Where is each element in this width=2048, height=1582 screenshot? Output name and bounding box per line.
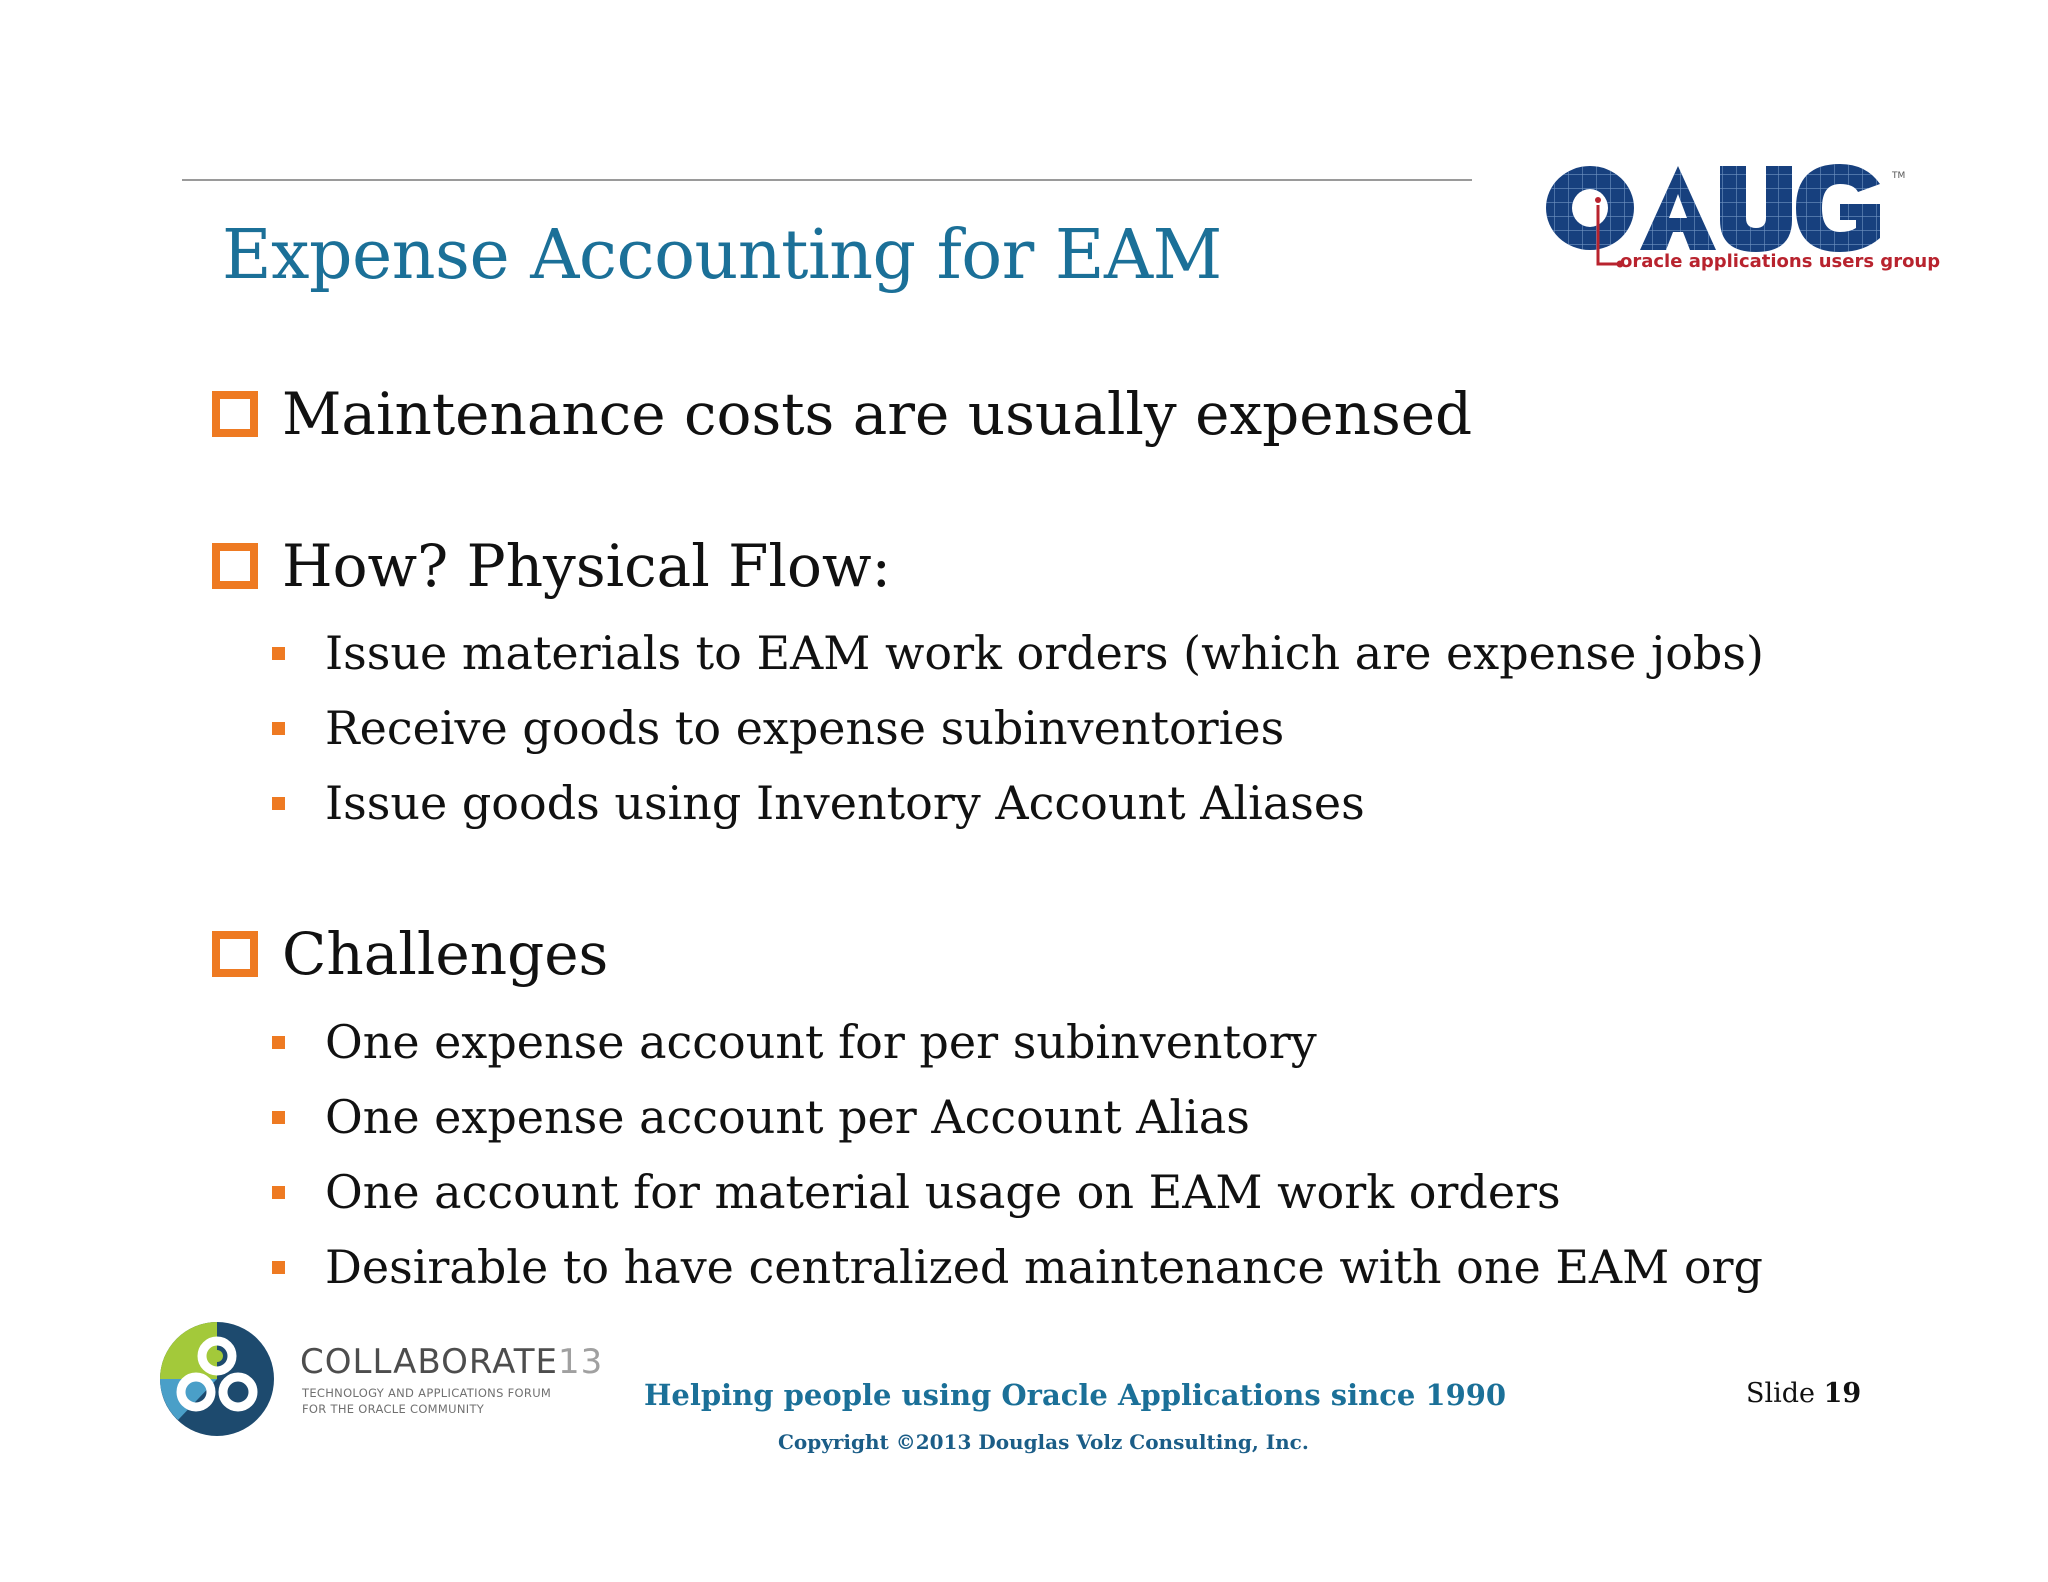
footer-copyright: Copyright ©2013 Douglas Volz Consulting, Inc.	[778, 1430, 1309, 1454]
square-bullet-icon	[272, 797, 285, 810]
sub-bullet-centralized-maintenance	[272, 1240, 1763, 1294]
sub-bullet-text: Issue goods using Inventory Account Aliases	[325, 776, 1365, 830]
bullet-text: How? Physical Flow:	[282, 532, 892, 600]
square-bullet-icon	[272, 1111, 285, 1124]
collaborate-clover-icon	[158, 1320, 276, 1438]
collaborate-subtitle	[302, 1385, 551, 1417]
bullet-physical-flow	[212, 532, 891, 600]
bullet-challenges	[212, 920, 608, 988]
sub-bullet-material-usage	[272, 1165, 1561, 1219]
collaborate-logo-mark	[158, 1320, 276, 1438]
hollow-square-bullet-icon	[212, 931, 258, 977]
slide-title: Expense Accounting for EAM	[222, 216, 1222, 295]
hollow-square-bullet-icon	[212, 391, 258, 437]
collaborate-subtitle-line2: FOR THE ORACLE COMMUNITY	[302, 1402, 485, 1416]
sub-bullet-expense-per-alias	[272, 1090, 1250, 1144]
collaborate-number: 13	[558, 1342, 604, 1382]
sub-bullet-text: Desirable to have centralized maintenance with one EAM org	[325, 1240, 1763, 1294]
sub-bullet-expense-per-subinventory	[272, 1015, 1317, 1069]
sub-bullet-text: One account for material usage on EAM work orders	[325, 1165, 1561, 1219]
sub-bullet-text: Receive goods to expense subinventories	[325, 701, 1285, 755]
bullet-maintenance-costs	[212, 380, 1472, 448]
square-bullet-icon	[272, 1261, 285, 1274]
sub-bullet-text: One expense account per Account Alias	[325, 1090, 1250, 1144]
collaborate-word: COLLABORATE	[300, 1342, 559, 1382]
slide-number-value: 19	[1823, 1378, 1862, 1409]
collaborate-wordmark	[300, 1342, 603, 1382]
square-bullet-icon	[272, 647, 285, 660]
square-bullet-icon	[272, 722, 285, 735]
sub-bullet-issue-materials	[272, 626, 1764, 680]
bullet-text: Challenges	[282, 920, 609, 988]
hollow-square-bullet-icon	[212, 543, 258, 589]
square-bullet-icon	[272, 1186, 285, 1199]
oaug-tagline: oracle applications users group	[1620, 251, 1941, 272]
sub-bullet-receive-goods	[272, 701, 1284, 755]
sub-bullet-text: Issue materials to EAM work orders (which are expense jobs)	[325, 626, 1764, 680]
sub-bullet-text: One expense account for per subinventory	[325, 1015, 1317, 1069]
footer-tagline: Helping people using Oracle Applications since 1990	[644, 1378, 1507, 1412]
sub-bullet-issue-goods	[272, 776, 1365, 830]
square-bullet-icon	[272, 1036, 285, 1049]
bullet-text: Maintenance costs are usually expensed	[282, 380, 1473, 448]
svg-text:TM: TM	[1892, 171, 1906, 181]
slide-number	[1746, 1378, 1861, 1409]
collaborate-subtitle-line1: TECHNOLOGY AND APPLICATIONS FORUM	[302, 1386, 552, 1400]
slide-label: Slide	[1746, 1378, 1816, 1409]
